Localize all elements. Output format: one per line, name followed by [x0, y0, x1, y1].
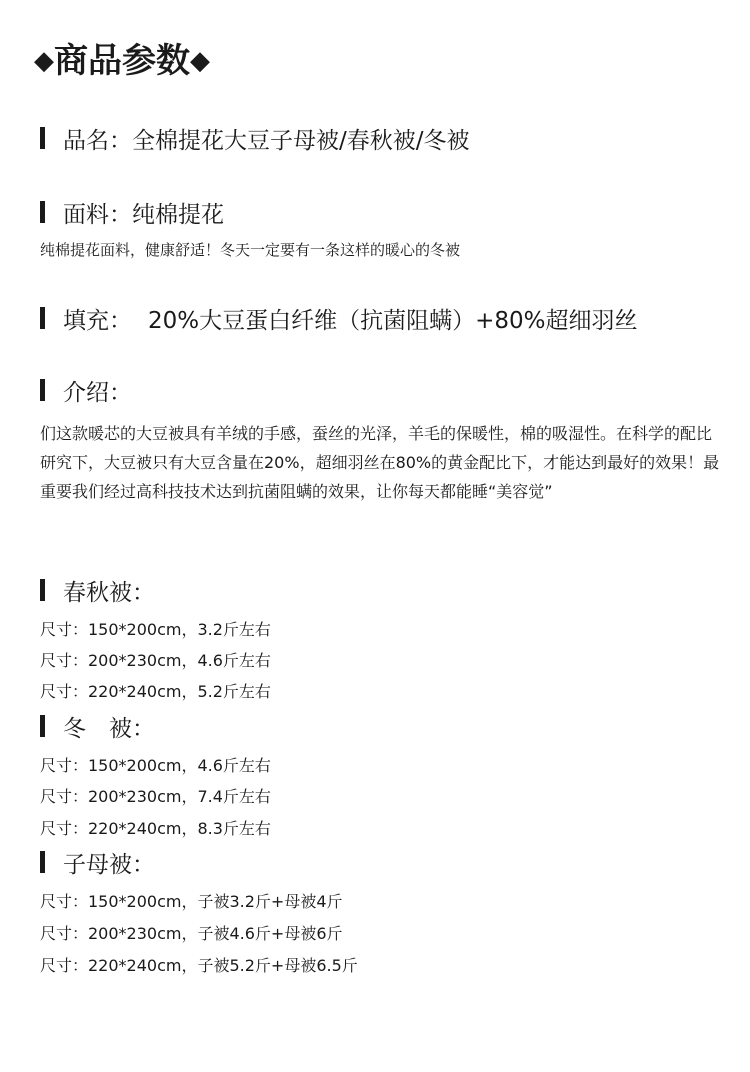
- intro-label: 介绍：: [63, 379, 132, 406]
- fabric-description: 纯棉提花面料，健康舒适！冬天一定要有一条这样的暖心的冬被: [40, 241, 461, 259]
- filling-label: 填充：: [63, 307, 132, 334]
- winter-row: [40, 710, 155, 742]
- filling-row: [40, 302, 638, 334]
- filling-value: 20%大豆蛋白纤维（抗菌阻螨）+80%超细羽丝: [148, 307, 638, 334]
- product-name-label: 品名：: [63, 127, 132, 154]
- spring-autumn-label: 春秋被：: [63, 579, 155, 606]
- winter-label: 冬 被：: [63, 715, 155, 742]
- fabric-label: 面料：: [63, 201, 132, 228]
- product-name-row: [40, 122, 470, 154]
- diamond-right-icon: ◆: [190, 46, 210, 76]
- section-bar-icon: [40, 379, 45, 401]
- winter-size-3: 尺寸：220*240cm，8.3斤左右: [40, 819, 271, 838]
- section-bar-icon: [40, 851, 45, 873]
- intro-text: 们这款暖芯的大豆被具有羊绒的手感，蚕丝的光泽，羊毛的保暖性，棉的吸湿性。在科学的配比研究下，大豆被只有大豆含量在20%，超细羽丝在80%的黄金配比下，才能达到最好的效果！最重要我们经过高科技技术达到抗菌阻螨的效果，让你每天都能睡“美容觉”: [40, 424, 720, 501]
- fabric-row: [40, 196, 224, 228]
- diamond-left-icon: ◆: [34, 46, 54, 76]
- spring-autumn-row: [40, 574, 155, 606]
- combo-size-1: 尺寸：150*200cm，子被3.2斤+母被4斤: [40, 892, 343, 911]
- combo-label: 子母被：: [63, 851, 155, 878]
- winter-size-1: 尺寸：150*200cm，4.6斤左右: [40, 756, 271, 775]
- winter-size-2: 尺寸：200*230cm，7.4斤左右: [40, 787, 271, 806]
- combo-row: [40, 846, 155, 878]
- spring-autumn-size-3: 尺寸：220*240cm，5.2斤左右: [40, 682, 271, 701]
- section-bar-icon: [40, 579, 45, 601]
- spring-autumn-size-1: 尺寸：150*200cm，3.2斤左右: [40, 620, 271, 639]
- product-name-value: 全棉提花大豆子母被/春秋被/冬被: [132, 127, 470, 154]
- section-bar-icon: [40, 715, 45, 737]
- section-bar-icon: [40, 307, 45, 329]
- section-bar-icon: [40, 201, 45, 223]
- intro-row: [40, 374, 132, 406]
- section-bar-icon: [40, 127, 45, 149]
- combo-size-3: 尺寸：220*240cm，子被5.2斤+母被6.5斤: [40, 956, 358, 975]
- combo-size-2: 尺寸：200*230cm，子被4.6斤+母被6斤: [40, 924, 343, 943]
- page-title-text: 商品参数: [54, 41, 190, 81]
- page-title: [34, 36, 210, 86]
- spring-autumn-size-2: 尺寸：200*230cm，4.6斤左右: [40, 651, 271, 670]
- fabric-value: 纯棉提花: [132, 201, 224, 228]
